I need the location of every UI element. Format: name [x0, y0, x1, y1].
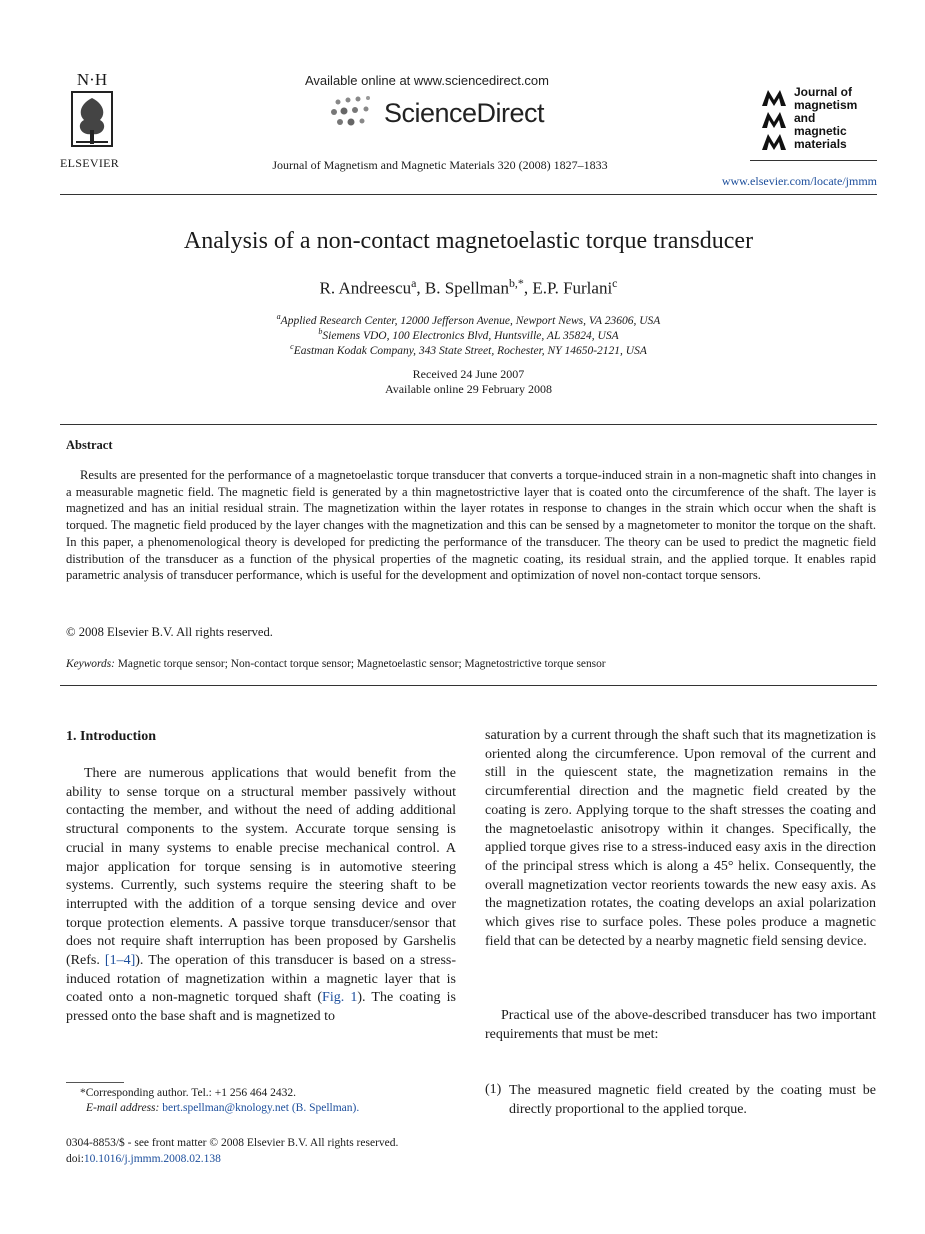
jmmm-line: magnetism [794, 98, 858, 112]
received-date: Received 24 June 2007 [412, 367, 525, 381]
footnote-rule [66, 1082, 124, 1083]
intro-text: ). The operation of this transducer is based on a stress-induced rotation of magnetization within a magnetic layer that is coated onto a non-magnetic torqued shaft ( [66, 953, 457, 1006]
email-label: E-mail address: [86, 1102, 160, 1114]
list-number: (1) [485, 1082, 502, 1097]
abstract-heading: Abstract [66, 438, 113, 452]
requirements-paragraph: Practical use of the above-described transducer has two important requirements that must be met: [485, 1008, 876, 1042]
paper-title: Analysis of a non-contact magnetoelastic torque transducer [183, 228, 754, 254]
abstract-bottom-rule [60, 685, 877, 686]
keywords [66, 658, 876, 670]
author-sup: c [612, 276, 618, 290]
author-name: R. Andreescu [319, 278, 412, 298]
author-sup: a [411, 276, 417, 290]
intro-text: There are numerous applications that would benefit from the ability to sense torque on a structural member passively without contacting the member, and without the need of adding additional structural components to the system. Accurate torque sensing is crucial in many systems to enable precise mechanical control. A major application for torque sensing is in automotive steering systems. Currently, such systems require the steering shaft to be interrupted with the addition of a torque sensing device and over torque protection elements. A passive torque transducer/sensor that does not require shaft interruption has been proposed by Garshelis (Refs. [66, 766, 456, 969]
nh-mark: N·H [76, 70, 108, 89]
jmmm-m-logo-icon [760, 88, 792, 154]
affil-sup: a [276, 312, 281, 321]
journal-url-link[interactable]: www.elsevier.com/locate/jmmm [721, 174, 877, 188]
affil-text: Siemens VDO, 100 Electronics Blvd, Huntsville, AL 35824, USA [322, 329, 619, 342]
affil-text: Applied Research Center, 12000 Jefferson Avenue, Newport News, VA 23606, USA [280, 314, 661, 327]
section-heading: 1. Introduction [66, 729, 156, 744]
doi-link[interactable]: 10.1016/j.jmmm.2008.02.138 [83, 1153, 221, 1165]
abstract-body: Results are presented for the performance of a magnetoelastic torque transducer that converts a torque-induced strain in a non-magnetic shaft into changes in a measurable magnetic field. The magnetic field is generated by a thin magnetostrictive layer that is coated onto the circumference of the shaft. The layer is magnetized and has an initial residual strain. The magnetization within the layer rotates in response to changes in the strain which occur when the shaft is torqued. The magnetic field produced by the layer changes with the magnetization and this can be sensed by a magnetometer to monitor the torque on the shaft. In this paper, a phenomenological theory is developed for predicting the performance of the transducer. The theory can be used to predict the magnetic field distribution of the transducer as a function of the physical properties of the magnetic coating, its residual strain, and the applied torque. It enables rapid parametric analysis of transducer performance, which is useful for the development and optimization of novel non-contact torque sensors. [66, 468, 876, 583]
abstract-top-rule [60, 424, 877, 425]
reference-link[interactable]: [1–4] [104, 953, 136, 969]
elsevier-tree-icon [62, 90, 122, 152]
list-item: The measured magnetic field created by the coating must be directly proportional to the applied torque. [509, 1083, 876, 1117]
author-name: E.P. Furlani [532, 278, 613, 298]
sciencedirect-dots-icon [330, 96, 382, 132]
affiliation [60, 327, 877, 342]
author-list: R. Andreescu$^a$, B. Spellman$^{b,*}$, E.P. Furlani$^c$ [319, 276, 618, 298]
affiliation [60, 312, 877, 327]
jmmm-line: magnetic [794, 124, 847, 138]
elsevier-tree-logo [62, 70, 122, 157]
jmmm-logo-text [794, 86, 857, 151]
affiliation [60, 342, 877, 357]
intro-text: ). The coating is pressed onto the base shaft and is magnetized to [66, 990, 456, 1025]
journal-citation: Journal of Magnetism and Magnetic Materials 320 (2008) 1827–1833 [272, 158, 608, 172]
figure-link[interactable]: Fig. 1 [322, 990, 358, 1006]
available-date: Available online 29 February 2008 [384, 382, 553, 396]
doi-note [66, 1153, 221, 1165]
sciencedirect-wordmark: ScienceDirect [384, 98, 545, 128]
abstract-copyright: © 2008 Elsevier B.V. All rights reserved. [66, 625, 273, 639]
publisher-name: ELSEVIER [60, 156, 120, 170]
keywords-text: Magnetic torque sensor; Non-contact torque sensor; Magnetoelastic sensor; Magnetostrictive torque sensor [117, 658, 606, 670]
corresponding-author-note: *Corresponding author. Tel.: +1 256 464 2432. [80, 1087, 296, 1099]
author-name: B. Spellman [424, 278, 509, 298]
header-rule [60, 194, 877, 195]
doi-label: doi: [66, 1153, 84, 1165]
affil-text: Eastman Kodak Company, 343 State Street, Rochester, NY 14650-2121, USA [293, 344, 647, 357]
keywords-label: Keywords: [66, 658, 115, 670]
intro-paragraph-continued: saturation by a current through the shaft such that its magnetization is oriented along the circumference. Upon removal of the current and still in the quiescent state, the magnetization remains in the circumferential direction and the magnetic field created by the coating is zero. Applying torque to the shaft stresses the coating and the magnetoelastic anisotropy within it changes. Specifically, the applied torque gives rise to a stress-induced easy axis in the direction of the principal stress which is along a 45° helix. Consequently, the overall magnetization vector reorients towards the new easy axis. As the magnetization rotates, the coating develops an axial polarization which gives rise to surface poles. These poles produce a magnetic field that can be detected by a nearby magnetic field sensing device. [485, 728, 876, 949]
jmmm-logo-rule [750, 160, 877, 161]
front-matter-note: 0304-8853/$ - see front matter © 2008 Elsevier B.V. All rights reserved. [66, 1137, 399, 1149]
author-sup: b,* [508, 276, 524, 290]
jmmm-line: materials [794, 137, 847, 151]
affil-sup: b [318, 327, 323, 336]
available-online-text: Available online at www.sciencedirect.com [305, 73, 549, 88]
email-note [86, 1102, 359, 1114]
affil-sup: c [290, 342, 294, 351]
email-link[interactable]: bert.spellman@knology.net (B. Spellman). [162, 1102, 360, 1114]
jmmm-line: Journal of [794, 85, 853, 99]
intro-paragraph [66, 765, 456, 1027]
jmmm-line: and [794, 111, 816, 125]
